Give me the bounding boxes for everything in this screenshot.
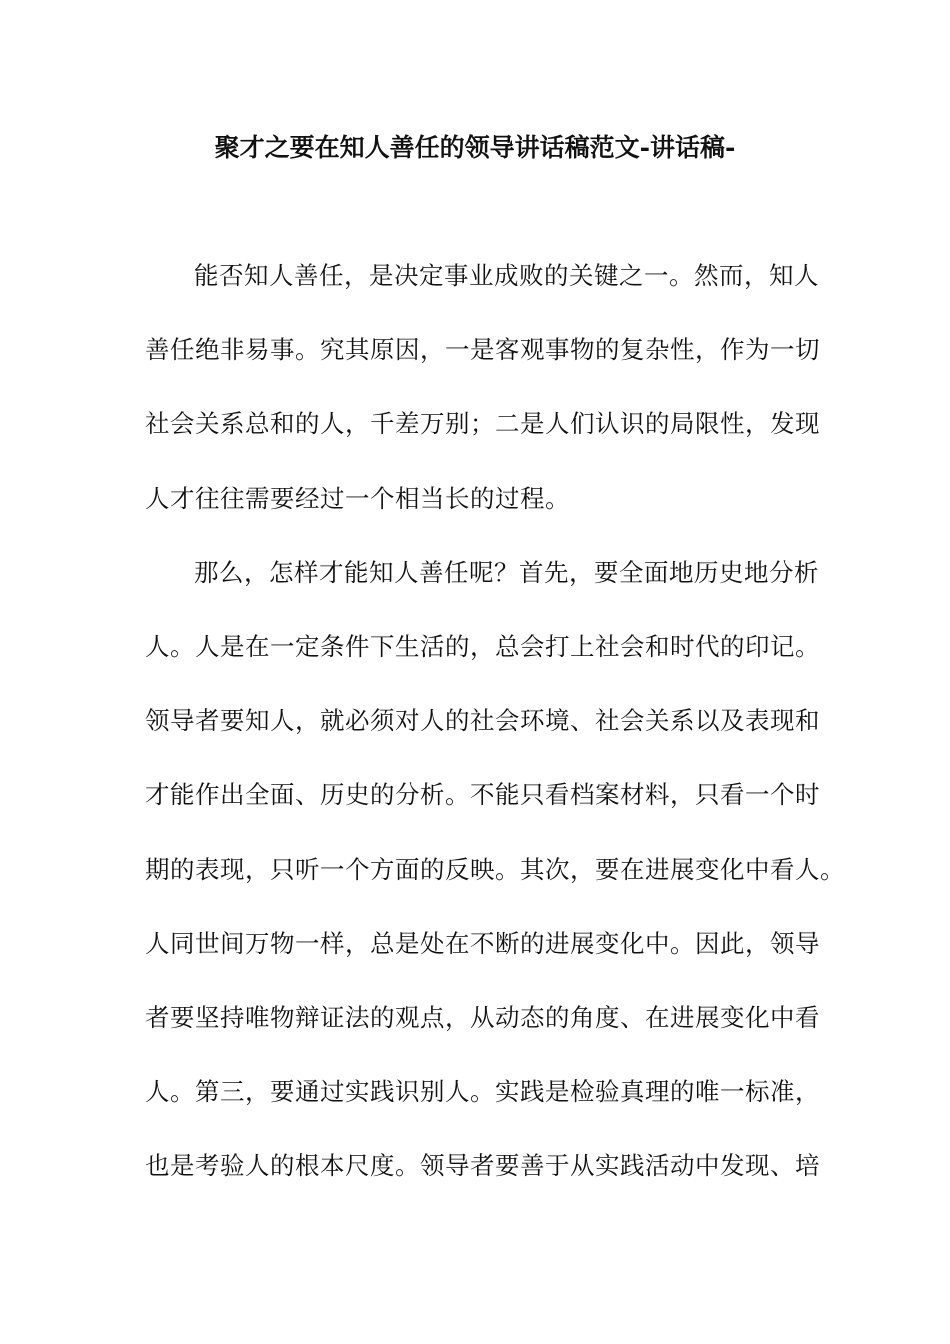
paragraph-line: 人。人是在一定条件下生活的，总会打上社会和时代的印记。 [145,631,820,661]
paragraph-line: 人。第三，要通过实践识别人。实践是检验真理的唯一标准， [145,1077,820,1107]
paragraph-line: 能否知人善任，是决定事业成败的关键之一。然而，知人 [194,261,819,290]
paragraph-line: 社会关系总和的人，千差万别；二是人们认识的局限性，发现 [145,409,820,439]
paragraph-line: 人才往往需要经过一个相当长的过程。 [145,483,570,513]
paragraph-line: 也是考验人的根本尺度。领导者要善于从实践活动中发现、培 [145,1151,820,1181]
paragraph-line: 者要坚持唯物辩证法的观点，从动态的角度、在进展变化中看 [145,1002,820,1032]
paragraph-line: 善任绝非易事。究其原因，一是客观事物的复杂性，作为一切 [145,335,820,365]
paragraph-line: 人同世间万物一样，总是处在不断的进展变化中。因此，领导 [145,928,820,958]
paragraph-line: 期的表现，只听一个方面的反映。其次，要在进展变化中看人。 [145,854,845,884]
paragraph-line: 那么，怎样才能知人善任呢？首先，要全面地历史地分析 [194,557,819,587]
document-body [145,253,845,1217]
document-title: 聚才之要在知人善任的领导讲话稿范文-讲话稿- [214,133,736,162]
paragraph-line: 才能作出全面、历史的分析。不能只看档案材料，只看一个时 [145,780,820,810]
paragraph-line: 领导者要知人，就必须对人的社会环境、社会关系以及表现和 [145,706,820,736]
